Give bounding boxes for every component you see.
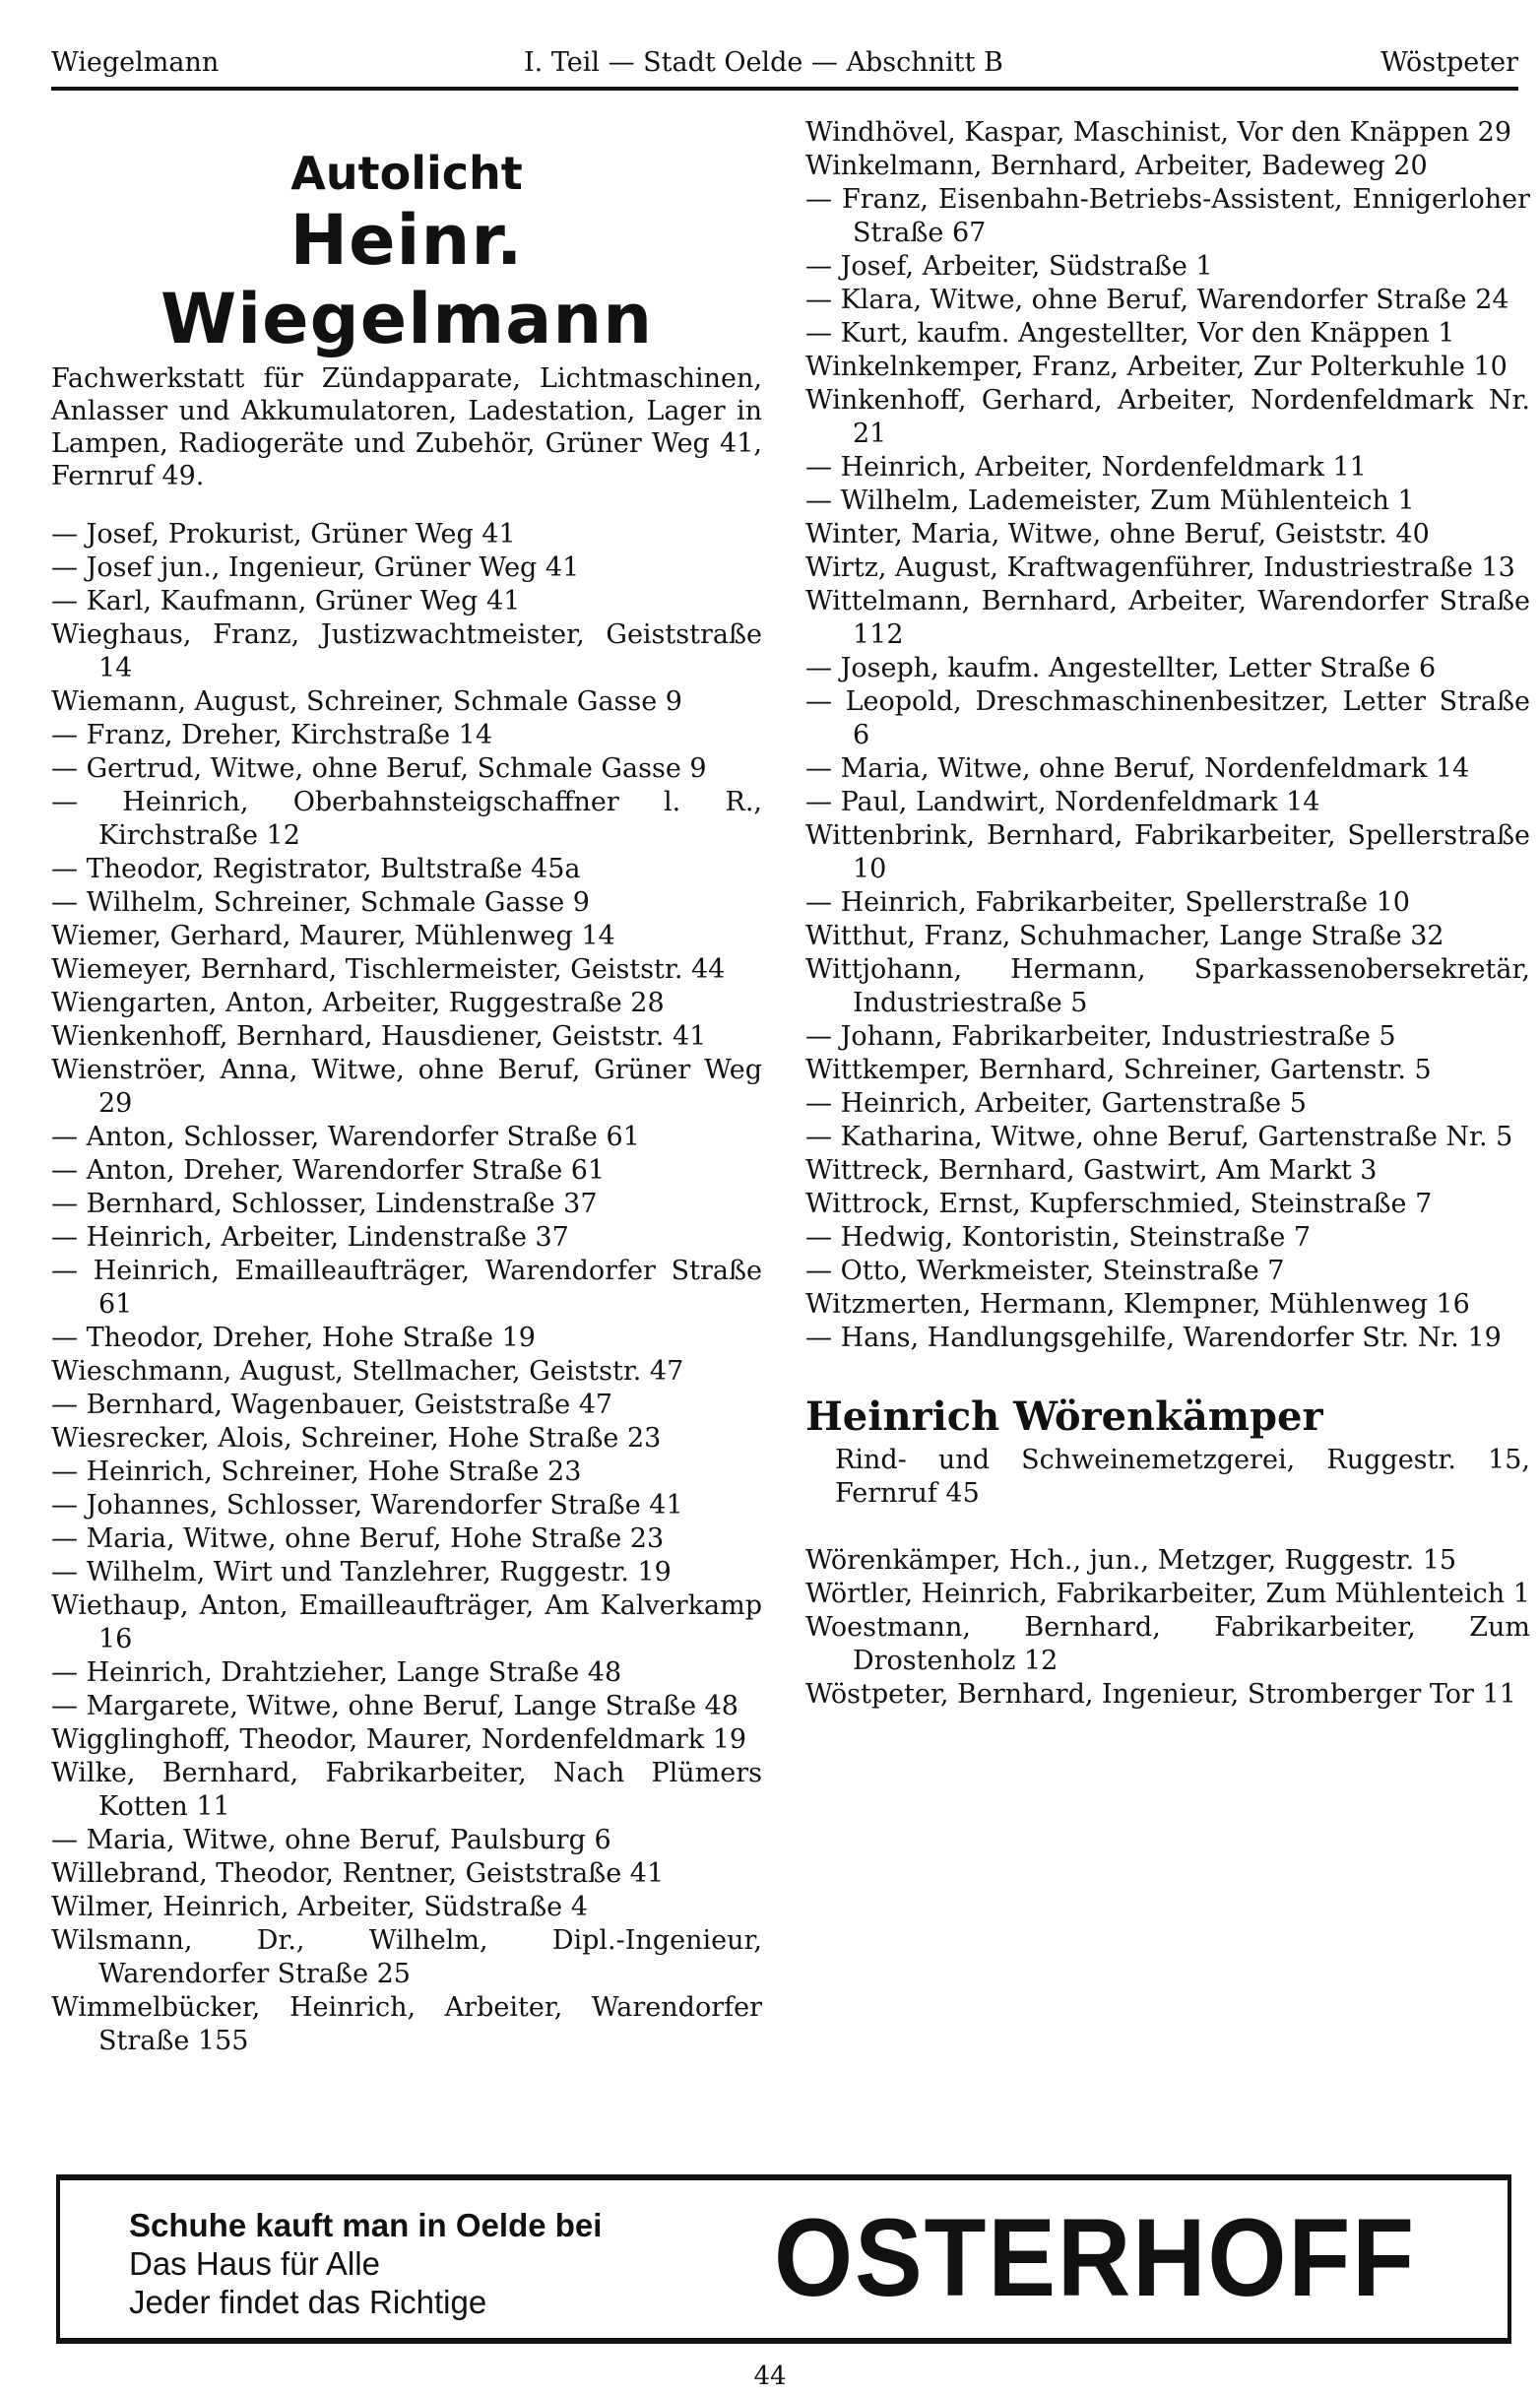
directory-entry: Winkenhoff, Gerhard, Arbeiter, Nordenfeldmark Nr. 21 (805, 385, 1530, 449)
right-column (805, 116, 1530, 1712)
directory-entry: Wittjohann, Hermann, Sparkassenobersekretär, Industriestraße 5 (805, 954, 1530, 1018)
ad-wiegelmann (51, 146, 762, 492)
ad-osterhoff-brand: OSTERHOFF (774, 2196, 1416, 2319)
directory-entry: — Heinrich, Arbeiter, Nordenfeldmark 11 (805, 451, 1530, 485)
directory-entry: — Wilhelm, Wirt und Tanzlehrer, Ruggestr. 19 (51, 1556, 762, 1589)
directory-entry: — Franz, Eisenbahn-Betriebs-Assistent, Ennigerloher Straße 67 (805, 183, 1530, 250)
directory-entry: Wittkemper, Bernhard, Schreiner, Gartenstr. 5 (805, 1055, 1432, 1085)
directory-entry: Wirtz, August, Kraftwagenführer, Industriestraße 13 (805, 552, 1515, 583)
directory-entry: — Heinrich, Schreiner, Hohe Straße 23 (51, 1456, 762, 1489)
page-number: 44 (753, 2362, 787, 2391)
directory-entry: Winter, Maria, Witwe, ohne Beruf, Geiststr. 40 (805, 519, 1430, 550)
directory-entry: — Franz, Dreher, Kirchstraße 14 (51, 719, 762, 752)
ad-woerenkaemper-body: Rind- und Schweinemetzgerei, Ruggestr. 15, Fernruf 45 (835, 1445, 1530, 1509)
directory-entry: Wiethaup, Anton, Emailleaufträger, Am Kalverkamp 16 (51, 1590, 762, 1654)
directory-entry: — Maria, Witwe, ohne Beruf, Nordenfeldmark 14 (805, 752, 1530, 786)
ad-osterhoff-line-3: Jeder findet das Richtige (129, 2284, 487, 2320)
directory-entry: — Joseph, kaufm. Angestellter, Letter Straße 6 (805, 652, 1530, 685)
directory-entry: — Theodor, Dreher, Hohe Straße 19 (51, 1322, 762, 1355)
directory-list-right-top (805, 116, 1530, 1355)
directory-entry: Wienströer, Anna, Witwe, ohne Beruf, Grüner Weg 29 (51, 1055, 762, 1119)
directory-entry: — Heinrich, Oberbahnsteigschaffner l. R., Kirchstraße 12 (51, 786, 762, 853)
ad-wiegelmann-title: Autolicht (290, 147, 523, 200)
directory-entry: — Heinrich, Arbeiter, Gartenstraße 5 (805, 1087, 1530, 1121)
directory-entry: Wörenkämper, Hch., jun., Metzger, Ruggestr. 15 (805, 1545, 1457, 1576)
directory-entry: — Maria, Witwe, ohne Beruf, Hohe Straße 23 (51, 1522, 762, 1556)
directory-entry: — Josef jun., Ingenieur, Grüner Weg 41 (51, 551, 762, 585)
directory-entry: Wimmelbücker, Heinrich, Arbeiter, Warendorfer Straße 155 (51, 1992, 762, 2056)
directory-list-right-bottom (805, 1544, 1530, 1712)
directory-entry: Winkelnkemper, Franz, Arbeiter, Zur Polterkuhle 10 (805, 352, 1508, 382)
directory-entry: Wittreck, Bernhard, Gastwirt, Am Markt 3 (805, 1155, 1378, 1186)
directory-entry: Wilsmann, Dr., Wilhelm, Dipl.-Ingenieur, Warendorfer Straße 25 (51, 1925, 762, 1989)
ad-wiegelmann-body: Fachwerkstatt für Zündapparate, Lichtmaschinen, Anlasser und Akkumulatoren, Ladestation, Lager in Lampen, Radiogeräte und Zubehör, Grüner Weg 41, Fernruf 49. (51, 363, 762, 491)
header-section-title: I. Teil — Stadt Oelde — Abschnitt B (524, 47, 1003, 78)
ad-osterhoff-line-1: Schuhe kauft man in Oelde bei (129, 2207, 603, 2243)
directory-entry: — Klara, Witwe, ohne Beruf, Warendorfer Straße 24 (805, 284, 1530, 317)
header-last-name: Wöstpeter (1380, 47, 1518, 78)
directory-entry: — Katharina, Witwe, ohne Beruf, Gartenstraße Nr. 5 (805, 1121, 1530, 1154)
directory-entry: — Hedwig, Kontoristin, Steinstraße 7 (805, 1221, 1530, 1255)
directory-entry: — Theodor, Registrator, Bultstraße 45a (51, 853, 762, 886)
directory-entry: Windhövel, Kaspar, Maschinist, Vor den Knäppen 29 (805, 117, 1512, 148)
ad-wiegelmann-name: Heinr. Wiegelmann (160, 200, 654, 359)
directory-entry: — Wilhelm, Lademeister, Zum Mühlenteich 1 (805, 485, 1530, 518)
directory-entry: Wöstpeter, Bernhard, Ingenieur, Stromberger Tor 11 (805, 1679, 1516, 1710)
directory-entry: — Johann, Fabrikarbeiter, Industriestraße 5 (805, 1020, 1530, 1054)
directory-entry: — Bernhard, Wagenbauer, Geiststraße 47 (51, 1389, 762, 1422)
directory-entry: — Heinrich, Fabrikarbeiter, Spellerstraße 10 (805, 886, 1530, 920)
directory-entry: Wienkenhoff, Bernhard, Hausdiener, Geiststr. 41 (51, 1021, 707, 1052)
header-first-name: Wiegelmann (51, 47, 220, 78)
directory-entry: — Josef, Prokurist, Grüner Weg 41 (51, 518, 762, 551)
directory-entry: — Josef, Arbeiter, Südstraße 1 (805, 250, 1530, 284)
directory-entry: — Johannes, Schlosser, Warendorfer Straße 41 (51, 1489, 762, 1522)
directory-entry: Wiemeyer, Bernhard, Tischlermeister, Geiststr. 44 (51, 954, 726, 985)
ad-woerenkaemper-name: Heinrich Wörenkämper (805, 1393, 1323, 1440)
directory-entry: Wittrock, Ernst, Kupferschmied, Steinstraße 7 (805, 1189, 1433, 1219)
directory-entry: — Margarete, Witwe, ohne Beruf, Lange Straße 48 (51, 1690, 762, 1723)
directory-entry: Woestmann, Bernhard, Fabrikarbeiter, Zum Drostenholz 12 (805, 1612, 1530, 1676)
directory-entry: Wieschmann, August, Stellmacher, Geiststr. 47 (51, 1356, 684, 1387)
directory-entry: Wörtler, Heinrich, Fabrikarbeiter, Zum Mühlenteich 1 (805, 1579, 1530, 1609)
directory-entry: — Heinrich, Drahtzieher, Lange Straße 48 (51, 1656, 762, 1690)
directory-entry: Wittelmann, Bernhard, Arbeiter, Warendorfer Straße 112 (805, 586, 1530, 650)
directory-entry: — Otto, Werkmeister, Steinstraße 7 (805, 1255, 1530, 1288)
directory-entry: Wiemann, August, Schreiner, Schmale Gasse 9 (51, 686, 682, 717)
directory-entry: — Leopold, Dreschmaschinenbesitzer, Letter Straße 6 (805, 685, 1530, 752)
directory-entry: Wieghaus, Franz, Justizwachtmeister, Geiststraße 14 (51, 619, 762, 683)
directory-entry: Wittenbrink, Bernhard, Fabrikarbeiter, Spellerstraße 10 (805, 820, 1530, 884)
directory-entry: Wilke, Bernhard, Fabrikarbeiter, Nach Plümers Kotten 11 (51, 1758, 762, 1822)
directory-entry: — Heinrich, Arbeiter, Lindenstraße 37 (51, 1221, 762, 1255)
directory-entry: Winkelmann, Bernhard, Arbeiter, Badeweg 20 (805, 151, 1428, 181)
ad-osterhoff (56, 2174, 1511, 2344)
directory-entry: Willebrand, Theodor, Rentner, Geiststraße 41 (51, 1858, 665, 1889)
left-column (51, 116, 762, 2058)
directory-entry: — Kurt, kaufm. Angestellter, Vor den Knäppen 1 (805, 317, 1530, 351)
directory-entry: — Karl, Kaufmann, Grüner Weg 41 (51, 585, 762, 618)
directory-entry: — Wilhelm, Schreiner, Schmale Gasse 9 (51, 886, 762, 920)
directory-entry: — Hans, Handlungsgehilfe, Warendorfer Str. Nr. 19 (805, 1322, 1530, 1355)
directory-entry: — Anton, Dreher, Warendorfer Straße 61 (51, 1154, 762, 1188)
directory-entry: — Anton, Schlosser, Warendorfer Straße 61 (51, 1121, 762, 1154)
directory-entry: Witzmerten, Hermann, Klempner, Mühlenweg 16 (805, 1289, 1470, 1320)
directory-list-left (51, 518, 762, 2058)
ad-osterhoff-line-2: Das Haus für Alle (129, 2245, 380, 2282)
directory-entry: — Gertrud, Witwe, ohne Beruf, Schmale Gasse 9 (51, 752, 762, 786)
directory-entry: Wigglinghoff, Theodor, Maurer, Nordenfeldmark 19 (51, 1724, 747, 1755)
directory-entry: Wiesrecker, Alois, Schreiner, Hohe Straße 23 (51, 1423, 662, 1454)
directory-entry: Wilmer, Heinrich, Arbeiter, Südstraße 4 (51, 1892, 588, 1922)
directory-entry: — Bernhard, Schlosser, Lindenstraße 37 (51, 1188, 762, 1221)
directory-entry: — Heinrich, Emailleaufträger, Warendorfer Straße 61 (51, 1255, 762, 1322)
directory-entry: Witthut, Franz, Schuhmacher, Lange Straße 32 (805, 921, 1444, 951)
ad-woerenkaemper (805, 1391, 1530, 1511)
running-header (51, 43, 1518, 91)
directory-entry: Wiengarten, Anton, Arbeiter, Ruggestraße 28 (51, 988, 665, 1018)
directory-entry: Wiemer, Gerhard, Maurer, Mühlenweg 14 (51, 921, 615, 951)
ad-osterhoff-slogan (129, 2206, 602, 2321)
directory-entry: — Paul, Landwirt, Nordenfeldmark 14 (805, 786, 1530, 819)
directory-entry: — Maria, Witwe, ohne Beruf, Paulsburg 6 (51, 1824, 762, 1857)
